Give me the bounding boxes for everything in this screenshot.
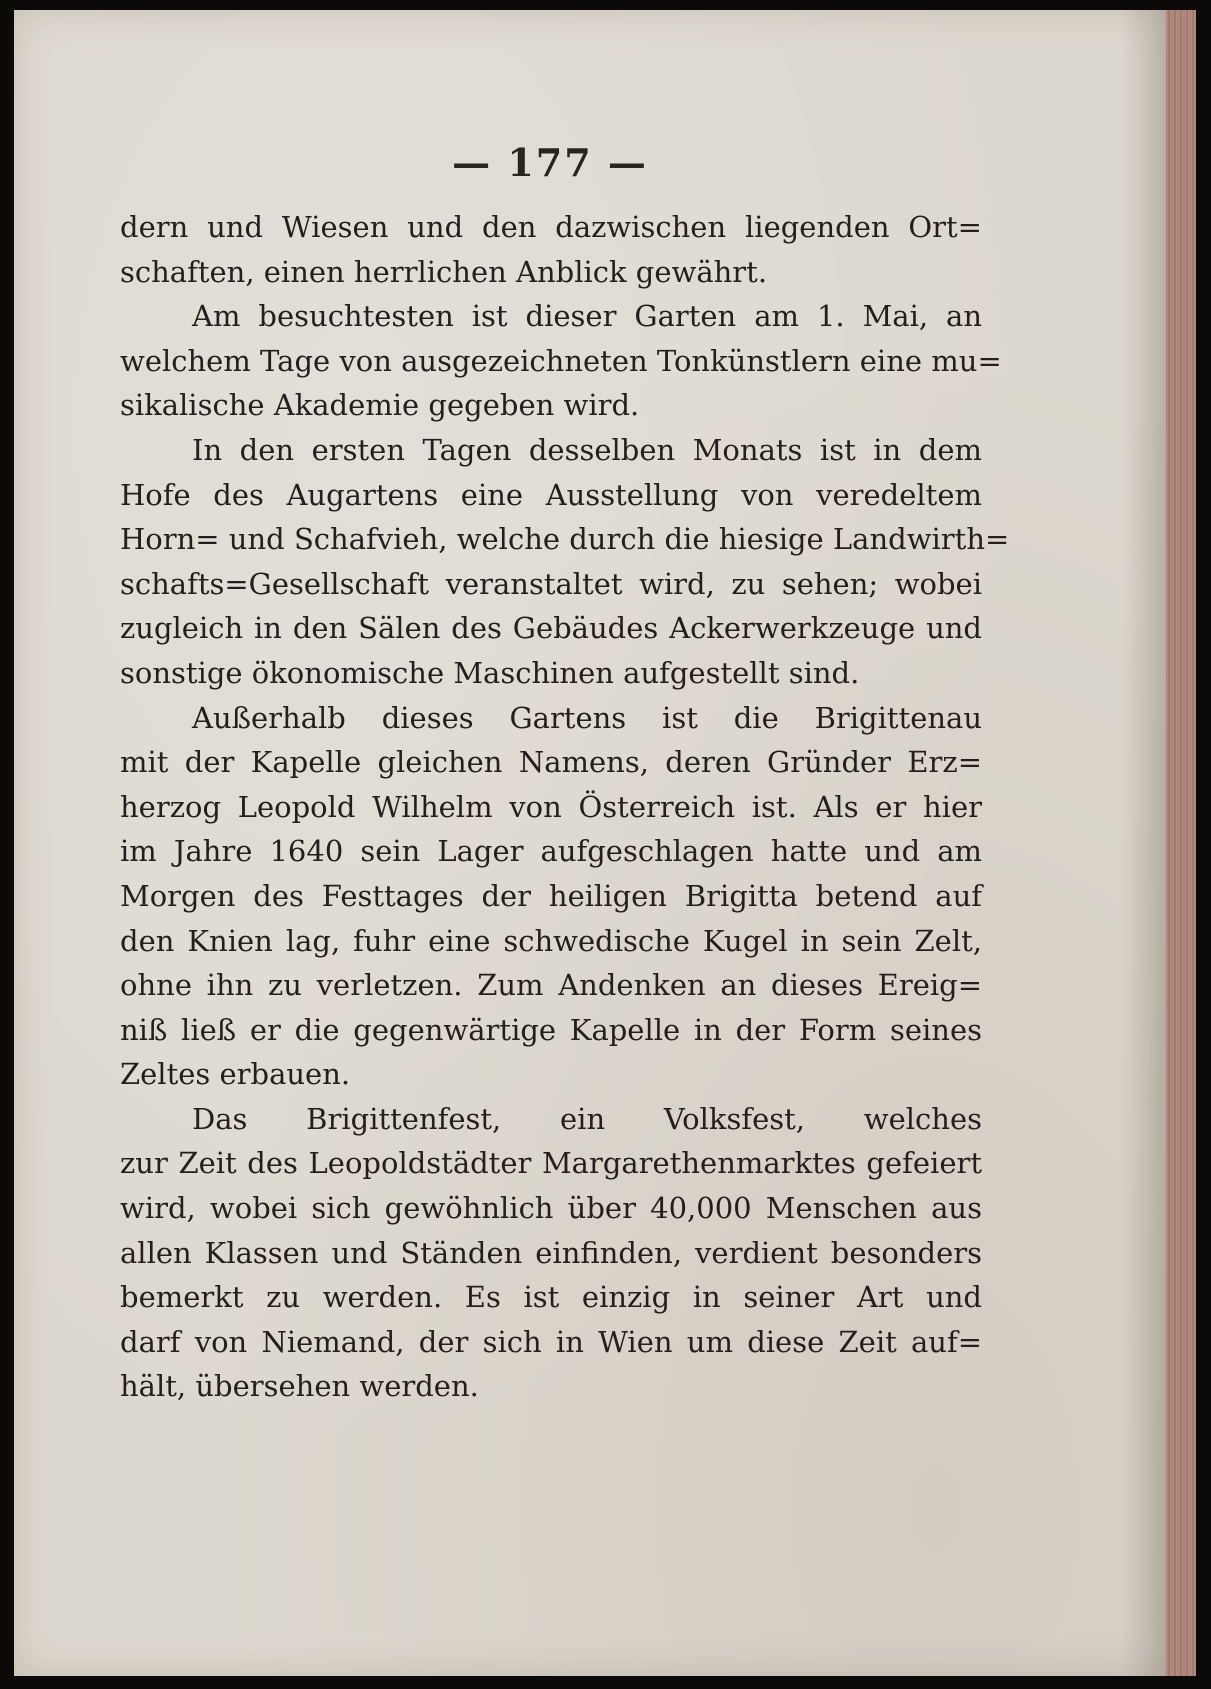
text-line: schafts=Gesellschaft veranstaltet wird, zu sehen; wobei — [120, 566, 982, 601]
book-page — [14, 10, 1166, 1676]
text-line: darf von Niemand, der sich in Wien um diese Zeit auf= — [120, 1324, 982, 1359]
text-line: Außerhalb dieses Gartens ist die Brigittenau — [192, 700, 982, 735]
page-number: — 177 — — [452, 140, 648, 185]
text-line: schaften, einen herrlichen Anblick gewährt. — [120, 254, 768, 289]
text-line: sikalische Akademie gegeben wird. — [120, 388, 640, 423]
text-line: dern und Wiesen und den dazwischen liegenden Ort= — [120, 210, 982, 244]
body-text — [120, 205, 1010, 1409]
text-line: sonstige ökonomische Maschinen aufgestellt sind. — [120, 655, 860, 690]
text-line: allen Klassen und Ständen einfinden, verdient besonders — [120, 1235, 982, 1270]
text-line: zugleich in den Sälen des Gebäudes Ackerwerkzeuge und — [120, 611, 982, 646]
text-line: Am besuchtesten ist dieser Garten am 1. Mai, an — [192, 299, 982, 334]
text-line: herzog Leopold Wilhelm von Österreich ist. Als er hier — [120, 789, 982, 824]
text-line: ohne ihn zu verletzen. Zum Andenken an dieses Ereig= — [120, 968, 982, 1003]
text-line: Zeltes erbauen. — [120, 1057, 351, 1092]
text-line: zur Zeit des Leopoldstädter Margarethenmarktes gefeiert — [120, 1146, 982, 1181]
text-line: Morgen des Festtages der heiligen Brigitta betend auf — [120, 878, 982, 913]
text-line: im Jahre 1640 sein Lager aufgeschlagen hatte und am — [120, 834, 982, 869]
text-line: den Knien lag, fuhr eine schwedische Kugel in sein Zelt, — [120, 923, 982, 958]
text-line: welchem Tage von ausgezeichneten Tonkünstlern eine mu= — [120, 343, 1002, 378]
text-line: Hofe des Augartens eine Ausstellung von veredeltem — [120, 477, 982, 512]
text-line: hält, übersehen werden. — [120, 1369, 479, 1404]
page-edges — [1166, 10, 1196, 1676]
text-line: Horn= und Schafvieh, welche durch die hiesige Landwirth= — [120, 522, 1010, 557]
text-line: In den ersten Tagen desselben Monats ist in dem — [192, 432, 982, 467]
text-line: wird, wobei sich gewöhnlich über 40,000 Menschen aus — [120, 1191, 982, 1226]
page-shadow — [1120, 10, 1166, 1676]
text-line: niß ließ er die gegenwärtige Kapelle in der Form seines — [120, 1012, 982, 1047]
text-line: bemerkt zu werden. Es ist einzig in seiner Art und — [120, 1280, 982, 1315]
text-line: Das Brigittenfest, ein Volksfest, welches — [192, 1101, 982, 1136]
text-line: mit der Kapelle gleichen Namens, deren Gründer Erz= — [120, 745, 982, 780]
